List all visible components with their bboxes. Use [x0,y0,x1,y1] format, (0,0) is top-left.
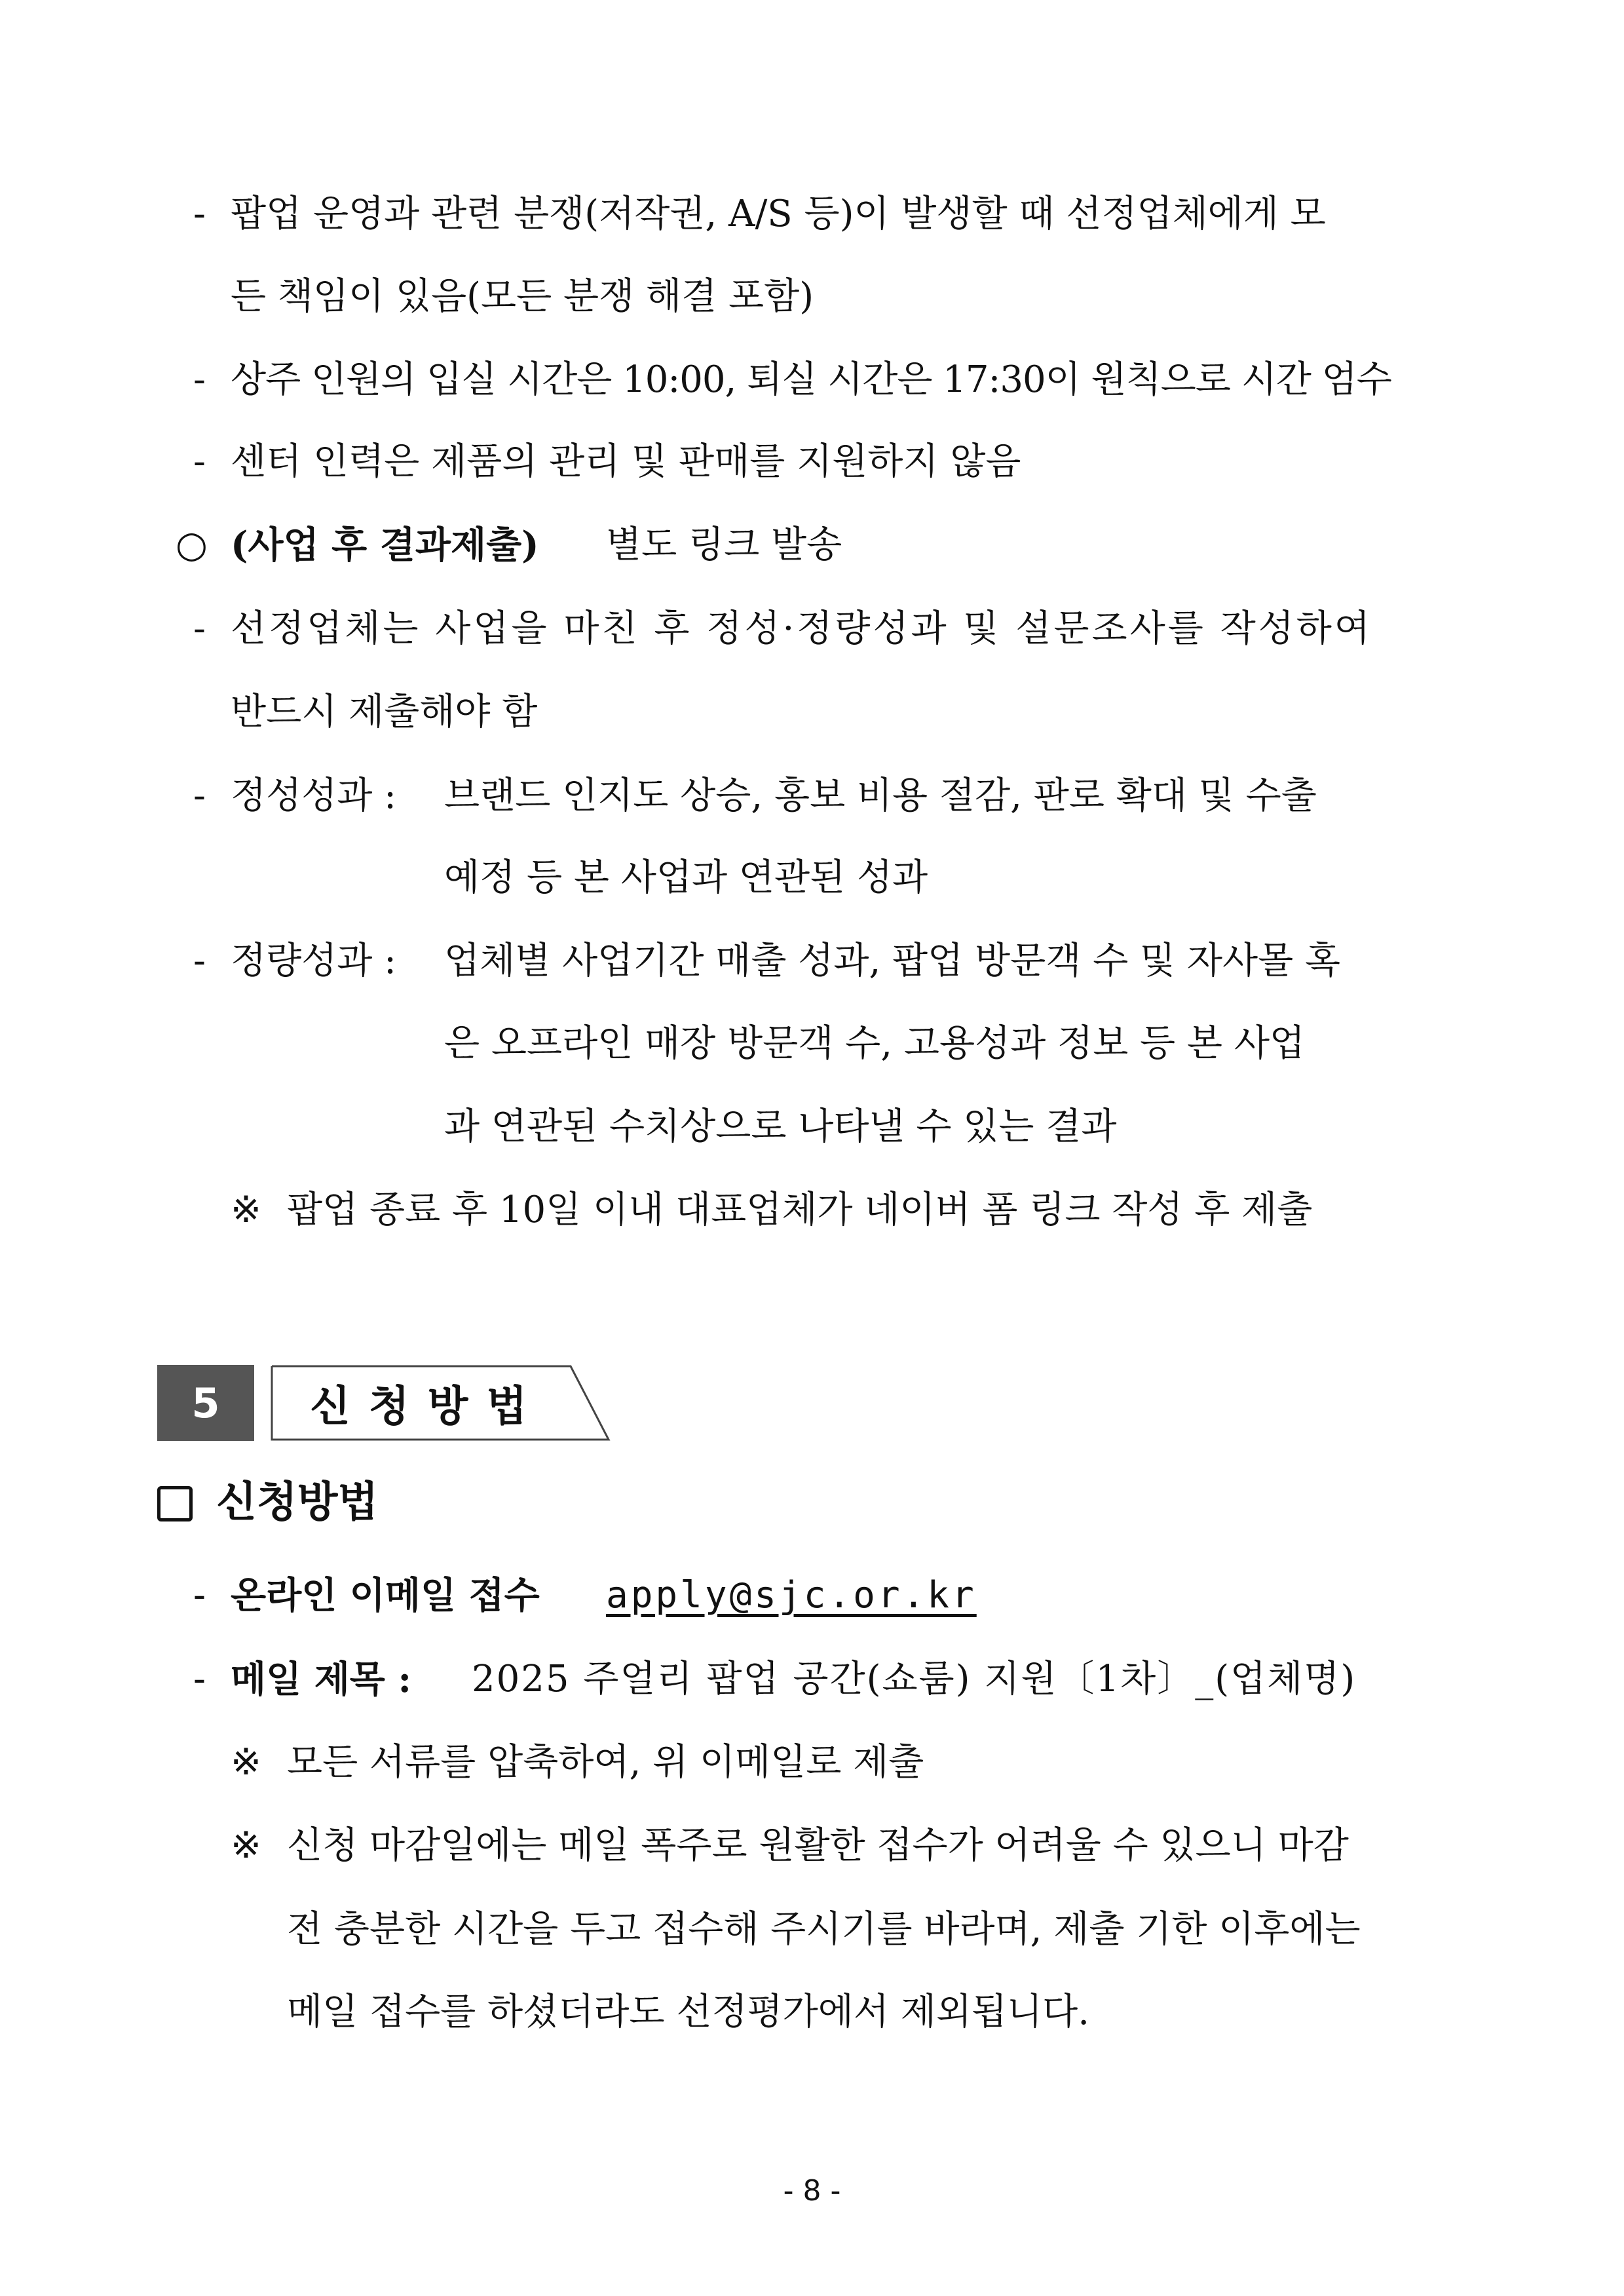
paragraph-text: 별도 링크 발송 [606,524,842,566]
paragraph-text: 든 책임이 있음(모든 분쟁 해결 포함) [231,275,814,318]
note-text: 전 충분한 시간을 두고 접수해 주시기를 바라며, 제출 기한 이후에는 [287,1908,1361,1951]
dash-bullet: - [193,1574,206,1617]
dash-bullet: - [193,607,206,650]
dash-bullet: - [193,358,206,401]
note-mark: ※ [231,1741,261,1784]
paragraph-text: 팝업 종료 후 10일 이내 대표업체가 네이버 폼 링크 작성 후 제출 [287,1189,1313,1231]
section-title-box [271,1365,611,1441]
paragraph-text: 상주 인원의 입실 시간은 10:00, 퇴실 시간은 17:30이 원칙으로 시간 엄수 [231,358,1391,401]
email-link[interactable]: apply@sjc.or.kr [606,1574,977,1617]
dash-bullet: - [193,193,206,235]
paragraph-text: 브랜드 인지도 상승, 홍보 비용 절감, 판로 확대 및 수출 [444,775,1317,817]
dash-bullet: - [193,1658,206,1700]
paragraph-text: 은 오프라인 매장 방문객 수, 고용성과 정보 등 본 사업 [444,1022,1306,1065]
result-heading: (사업 후 결과제출) [231,524,539,567]
subject-value: 2025 주얼리 팝업 공간(쇼룸) 지원〔1차〕_(업체명) [472,1658,1357,1700]
paragraph-text: 반드시 제출해야 함 [231,691,538,733]
circle-bullet: ○ [176,524,208,566]
note-text: 모든 서류를 압축하여, 위 이메일로 제출 [287,1741,924,1784]
subject-label: 메일 제목 : [231,1658,412,1701]
online-label: 온라인 이메일 접수 [231,1574,540,1617]
label-text: 정성성과 : [231,775,397,817]
paragraph-text: 선정업체는 사업을 마친 후 정성·정량성과 및 설문조사를 작성하여 [231,607,1372,650]
section-title: 신청방법 [310,1383,546,1431]
page-number: - 8 - [783,2174,841,2208]
paragraph-text: 과 연관된 수치상으로 나타낼 수 있는 결과 [444,1105,1117,1148]
paragraph-text: 업체별 사업기간 매출 성과, 팝업 방문객 수 및 자사몰 혹 [444,940,1341,982]
note-text: 메일 접수를 하셨더라도 선정평가에서 제외됩니다. [287,1991,1090,2033]
checkbox-square-icon [157,1486,193,1521]
paragraph-text: 팝업 운영과 관련 분쟁(저작권, A/S 등)이 발생할 때 선정업체에게 모 [231,193,1326,235]
subsection-title: 신청방법 [216,1478,379,1527]
dash-bullet: - [193,940,206,982]
note-mark: ※ [231,1189,261,1231]
label-text: 정량성과 : [231,940,397,982]
paragraph-text: 예정 등 본 사업과 연관된 성과 [444,856,928,899]
note-text: 신청 마감일에는 메일 폭주로 원활한 접수가 어려울 수 있으니 마감 [287,1824,1349,1867]
section-number: 5 [157,1365,254,1441]
paragraph-text: 센터 인력은 제품의 관리 및 판매를 지원하지 않음 [231,440,1021,483]
note-mark: ※ [231,1824,261,1867]
dash-bullet: - [193,440,206,483]
dash-bullet: - [193,775,206,817]
